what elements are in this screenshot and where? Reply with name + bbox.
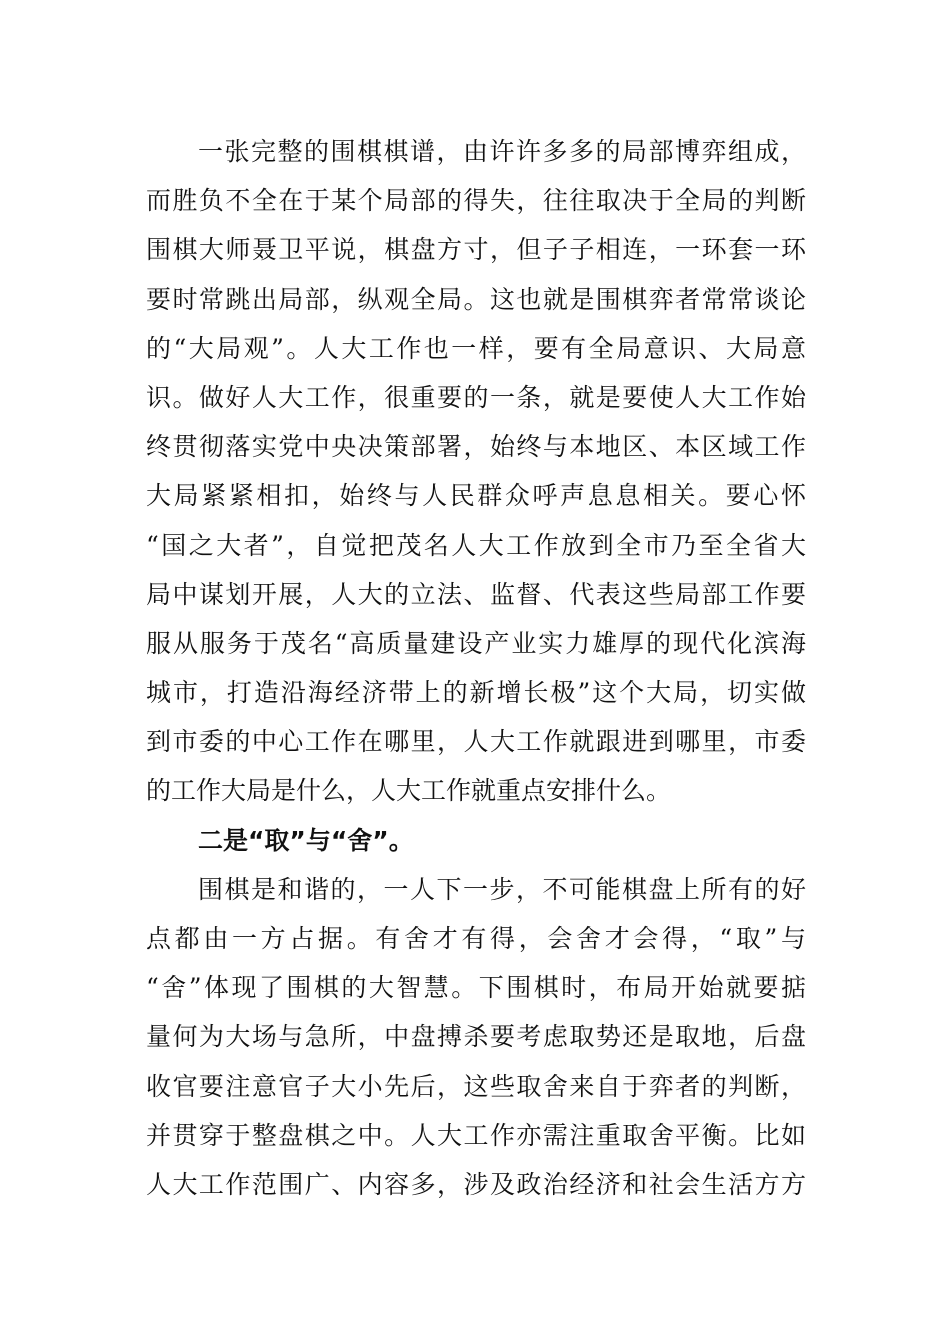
text-line: 的“大局观”。人大工作也一样，要有全局意识、大局意 (146, 333, 806, 363)
text-line: 局中谋划开展，人大的立法、监督、代表这些局部工作要 (146, 579, 806, 609)
text-line: 人大工作范围广、内容多，涉及政治经济和社会生活方方 (146, 1169, 806, 1199)
text-line: 要时常跳出局部，纵观全局。这也就是围棋弈者常常谈论 (146, 284, 806, 314)
text-line: 而胜负不全在于某个局部的得失，往往取决于全局的判断 (146, 186, 806, 216)
text-line: 的工作大局是什么，人大工作就重点安排什么。 (146, 776, 672, 806)
text-line: 到市委的中心工作在哪里，人大工作就跟进到哪里，市委 (146, 727, 806, 757)
text-line: 量何为大场与急所，中盘搏杀要考虑取势还是取地，后盘 (146, 1022, 806, 1052)
paragraph-big-picture (146, 127, 806, 816)
text-line: 服从服务于茂名“高质量建设产业实力雄厚的现代化滨海 (146, 628, 806, 658)
document-body (146, 127, 806, 1209)
text-line: 城市，打造沿海经济带上的新增长极”这个大局，切实做 (146, 678, 806, 708)
text-line: 围棋大师聂卫平说，棋盘方寸，但子子相连，一环套一环 (146, 235, 806, 265)
text-line: 点都由一方占据。有舍才有得，会舍才会得，“取”与 (146, 924, 806, 953)
text-line: 收官要注意官子大小先后，这些取舍来自于弈者的判断， (146, 1071, 806, 1101)
text-line: 并贯穿于整盘棋之中。人大工作亦需注重取舍平衡。比如 (146, 1120, 806, 1150)
paragraph-take-and-give (146, 865, 806, 1209)
text-line: 识。做好人大工作，很重要的一条，就是要使人大工作始 (146, 382, 806, 412)
text-line: “国之大者”，自觉把茂名人大工作放到全市乃至全省大 (146, 530, 806, 560)
section-heading: 二是“取”与“舍”。 (198, 825, 414, 855)
text-line: 围棋是和谐的，一人下一步，不可能棋盘上所有的好 (198, 874, 806, 904)
text-line: 终贯彻落实党中央决策部署，始终与本地区、本区域工作 (146, 432, 806, 462)
text-line: 一张完整的围棋棋谱，由许许多多的局部博弈组成， (198, 137, 806, 166)
text-line: “舍”体现了围棋的大智慧。下围棋时，布局开始就要掂 (146, 973, 806, 1003)
text-line: 大局紧紧相扣，始终与人民群众呼声息息相关。要心怀 (146, 481, 806, 511)
